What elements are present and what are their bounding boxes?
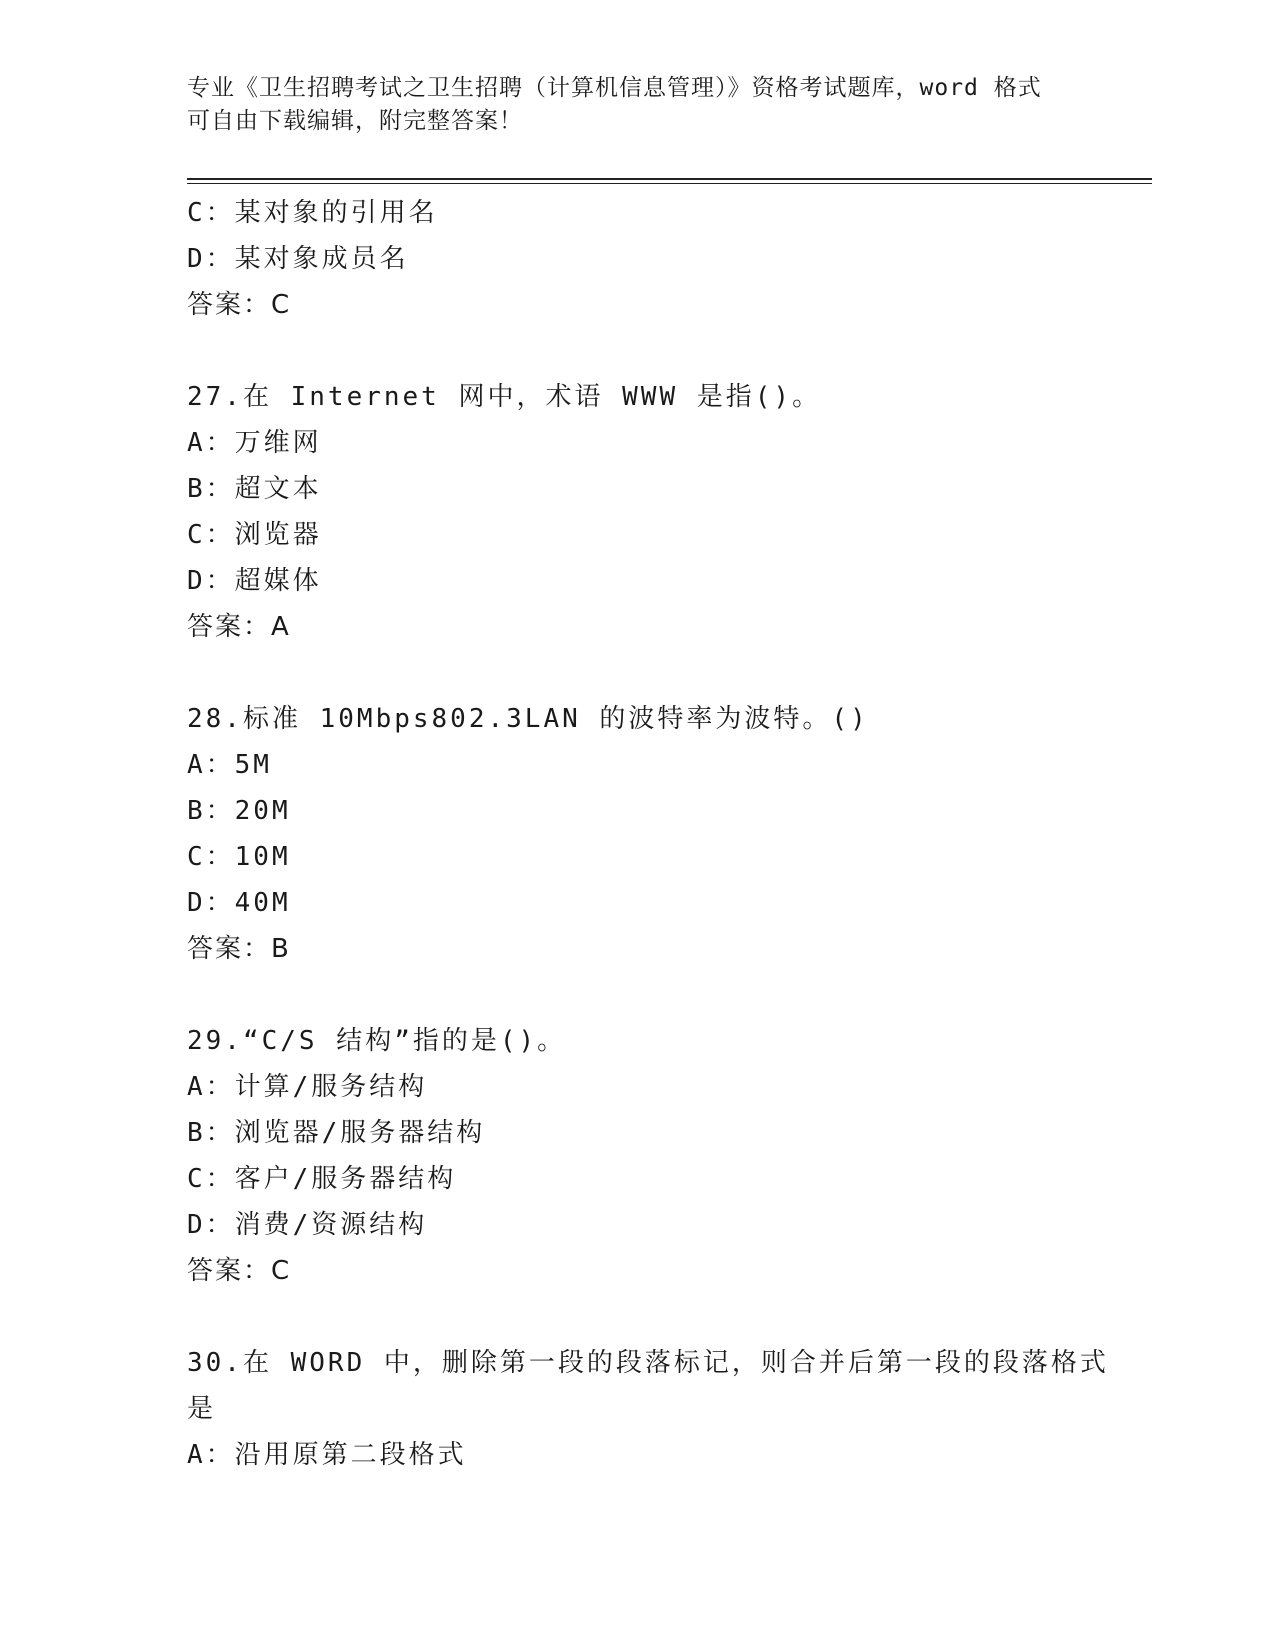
header-divider-thick [187,178,1152,180]
option-b: B：20M [187,796,291,826]
option-b: B：超文本 [187,474,322,504]
spacer [187,972,1067,1018]
answer-line: 答案：A [187,612,291,642]
option-d: D：超媒体 [187,566,322,596]
spacer [187,650,1067,696]
header-line-2: 可自由下载编辑，附完整答案！ [187,108,523,134]
option-b: B：浏览器/服务器结构 [187,1118,486,1148]
option-c: C：10M [187,842,291,872]
option-a: A：5M [187,750,272,780]
option-a: A：计算/服务结构 [187,1072,428,1102]
header-line-1: 专业《卫生招聘考试之卫生招聘（计算机信息管理）》资格考试题库，word 格式 [187,75,1042,101]
question-26-tail [187,190,1067,328]
answer-line: 答案：C [187,290,292,320]
question-27 [187,374,1067,650]
question-stem: 29.“C/S 结构”指的是()。 [187,1026,567,1056]
header-divider-thin [187,183,1152,184]
option-c: C：某对象的引用名 [187,198,438,228]
option-a: A：万维网 [187,428,322,458]
option-c: C：客户/服务器结构 [187,1164,457,1194]
document-header [187,72,1067,138]
question-30 [187,1340,1109,1478]
question-29 [187,1018,1067,1294]
spacer [187,328,1067,374]
answer-line: 答案：C [187,1256,292,1286]
question-stem-line-2: 是 [187,1394,217,1424]
option-d: D：消费/资源结构 [187,1210,428,1240]
answer-line: 答案：B [187,934,291,964]
spacer [187,1294,1067,1340]
question-list [187,190,1109,1478]
option-d: D：40M [187,888,291,918]
question-stem: 27.在 Internet 网中，术语 WWW 是指()。 [187,382,822,412]
question-28 [187,696,1067,972]
option-d: D：某对象成员名 [187,244,409,274]
question-stem: 28.标准 10Mbps802.3LAN 的波特率为波特。() [187,704,869,734]
option-c: C：浏览器 [187,520,322,550]
option-a: A：沿用原第二段格式 [187,1440,467,1470]
question-stem-line-1: 30.在 WORD 中，删除第一段的段落标记，则合并后第一段的段落格式 [187,1348,1109,1378]
